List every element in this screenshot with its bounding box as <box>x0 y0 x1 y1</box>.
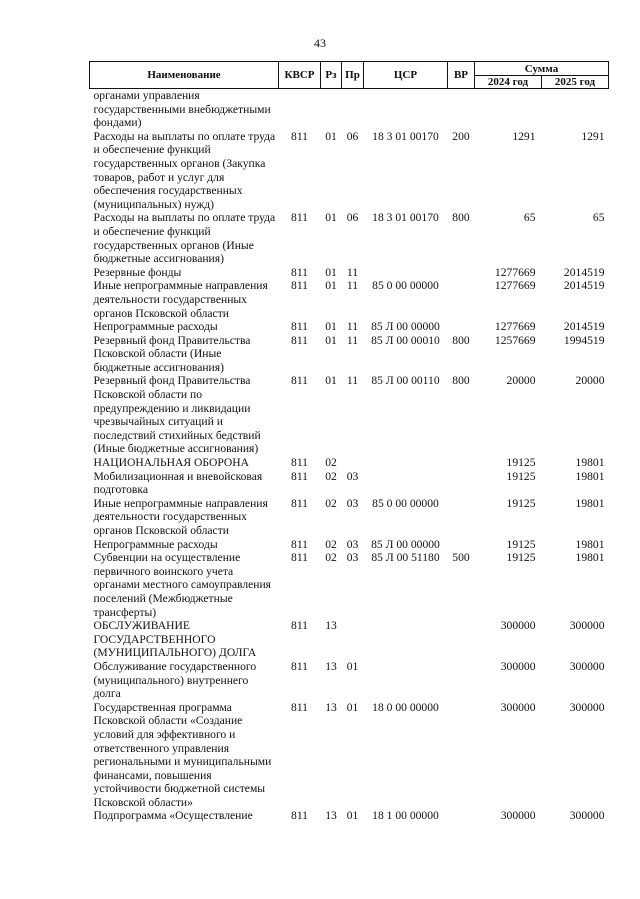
row-name: Расходы на выплаты по оплате труда и обеспечение функций государственных органов (Закупка товаров, работ и услуг для обеспечения государственных (муниципальных) нужд) <box>93 129 276 211</box>
row-name: Государственная программа Псковской области «Создание условий для эффективного и ответственного управления региональными и муниципальными финансами, повышения устойчивости бюджетной системы Псковской области» <box>93 700 272 809</box>
row-sum-2025: 20000 <box>575 374 605 388</box>
row-sum-2024: 65 <box>523 211 536 225</box>
row-kvsr: 811 <box>291 320 308 334</box>
row-sum-2024: 300000 <box>500 619 536 633</box>
row-kvsr: 811 <box>291 333 308 347</box>
row-rz: 01 <box>325 279 337 293</box>
row-vr <box>448 701 475 810</box>
row-pr: 11 <box>346 333 359 347</box>
row-name: Обслуживание государственного (муниципального) внутреннего долга <box>93 659 257 701</box>
row-rz: 13 <box>325 809 337 823</box>
table-row <box>90 551 609 619</box>
row-name: Резервный фонд Правительства Псковской области по предупреждению и ликвидации чрезвычайных ситуаций и последствий стихийных бедствий (Иные бюджетные ассигнования) <box>93 374 261 456</box>
row-kvsr: 811 <box>291 374 308 388</box>
row-pr <box>342 619 364 660</box>
row-sum-2024: 1257669 <box>494 333 536 347</box>
row-pr: 11 <box>346 265 359 279</box>
row-vr: 800 <box>452 333 470 347</box>
row-sum-2025: 19801 <box>575 551 605 565</box>
row-vr <box>448 456 475 470</box>
table-row <box>90 320 609 334</box>
row-pr: 11 <box>346 279 359 293</box>
row-name: Расходы на выплаты по оплате труда и обеспечение функций государственных органов (Иные бюджетные ассигнования) <box>93 211 276 266</box>
row-pr <box>342 456 364 470</box>
table-row <box>90 211 609 265</box>
row-name: Резервные фонды <box>93 265 182 279</box>
row-pr: 03 <box>346 469 359 483</box>
row-vr <box>448 538 475 552</box>
row-kvsr: 811 <box>291 496 308 510</box>
row-pr: 06 <box>346 129 359 143</box>
row-sum-2024: 1277669 <box>494 265 536 279</box>
table-row <box>90 660 609 701</box>
row-sum-2025: 2014519 <box>563 279 605 293</box>
table-row <box>90 130 609 212</box>
row-vr <box>448 470 475 497</box>
row-rz: 01 <box>325 333 337 347</box>
row-name: Иные непрограммные направления деятельности государственных органов Псковской области <box>93 496 268 537</box>
row-pr: 03 <box>346 551 359 565</box>
row-pr: 11 <box>346 374 359 388</box>
row-rz: 01 <box>325 320 337 334</box>
table-row <box>90 279 609 320</box>
row-csr: 85 Л 00 00000 <box>371 537 440 551</box>
row-vr <box>448 89 475 130</box>
row-pr: 01 <box>346 659 359 673</box>
row-pr: 03 <box>346 496 359 510</box>
row-sum-2024: 19125 <box>506 551 536 565</box>
row-sum-2024: 300000 <box>500 809 536 823</box>
row-sum-2024: 19125 <box>506 496 536 510</box>
row-csr <box>364 470 448 497</box>
row-csr: 18 0 00 00000 <box>372 700 439 714</box>
row-sum-2024: 300000 <box>500 700 536 714</box>
row-kvsr: 811 <box>291 551 308 565</box>
header-sum: Сумма <box>475 62 609 76</box>
table-row <box>90 619 609 660</box>
row-sum-2025: 300000 <box>569 809 605 823</box>
header-kvsr: КВСР <box>279 62 321 89</box>
row-sum-2025 <box>542 89 609 130</box>
row-vr <box>448 660 475 701</box>
row-sum-2025: 300000 <box>569 619 605 633</box>
table-row <box>90 701 609 810</box>
row-sum-2024: 300000 <box>500 659 536 673</box>
header-rz: Рз <box>321 62 342 89</box>
row-name: Резервный фонд Правительства Псковской области (Иные бюджетные ассигнования) <box>93 333 251 374</box>
row-vr <box>448 266 475 280</box>
row-rz: 01 <box>325 211 337 225</box>
row-sum-2025: 2014519 <box>563 320 605 334</box>
table-row <box>90 266 609 280</box>
row-name: Подпрограмма «Осуществление <box>93 809 253 823</box>
row-kvsr: 811 <box>291 659 308 673</box>
row-vr <box>448 279 475 320</box>
row-sum-2025: 300000 <box>569 659 605 673</box>
row-rz: 13 <box>325 619 337 633</box>
row-rz: 02 <box>325 469 337 483</box>
row-rz: 02 <box>325 456 337 470</box>
row-sum-2025: 19801 <box>575 496 605 510</box>
row-rz: 01 <box>325 129 337 143</box>
row-csr: 18 3 01 00170 <box>372 211 439 225</box>
table-body <box>90 89 609 824</box>
row-sum-2025: 300000 <box>569 700 605 714</box>
row-csr: 85 Л 00 51180 <box>371 551 440 565</box>
row-rz: 13 <box>325 659 337 673</box>
table-header <box>90 62 609 89</box>
table-row <box>90 89 609 130</box>
table-row <box>90 497 609 538</box>
row-name: Мобилизационная и вневойсковая подготовка <box>93 469 263 497</box>
row-rz: 02 <box>325 496 337 510</box>
row-vr <box>448 619 475 660</box>
row-sum-2024: 1291 <box>512 129 536 143</box>
table-row <box>90 374 609 456</box>
row-csr <box>364 619 448 660</box>
row-sum-2025: 19801 <box>575 469 605 483</box>
table-row <box>90 538 609 552</box>
row-csr <box>364 266 448 280</box>
row-name: НАЦИОНАЛЬНАЯ ОБОРОНА <box>93 456 250 470</box>
row-vr <box>448 497 475 538</box>
row-csr: 18 1 00 00000 <box>372 809 439 823</box>
row-sum-2025: 19801 <box>575 456 605 470</box>
row-name: Иные непрограммные направления деятельности государственных органов Псковской области <box>93 279 268 320</box>
row-kvsr: 811 <box>291 211 308 225</box>
row-csr: 18 3 01 00170 <box>372 129 439 143</box>
row-kvsr: 811 <box>291 619 308 633</box>
row-name: Непрограммные расходы <box>93 320 218 334</box>
row-sum-2024 <box>475 89 542 130</box>
row-rz: 01 <box>325 374 337 388</box>
row-pr <box>342 89 364 130</box>
row-sum-2025: 1291 <box>581 129 605 143</box>
row-kvsr: 811 <box>291 809 308 823</box>
row-vr <box>448 809 475 823</box>
row-vr: 500 <box>452 551 470 565</box>
row-sum-2025: 65 <box>592 211 605 225</box>
row-vr <box>448 320 475 334</box>
row-sum-2024: 19125 <box>506 469 536 483</box>
row-pr: 01 <box>346 809 359 823</box>
row-name: органами управления государственными внебюджетными фондами) <box>93 89 271 130</box>
row-kvsr: 811 <box>291 129 308 143</box>
row-kvsr <box>279 89 321 130</box>
row-kvsr: 811 <box>291 265 308 279</box>
table-row <box>90 809 609 823</box>
row-csr <box>364 89 448 130</box>
row-sum-2025: 19801 <box>575 537 605 551</box>
row-csr <box>364 456 448 470</box>
row-rz <box>321 89 342 130</box>
row-kvsr: 811 <box>291 537 308 551</box>
row-kvsr: 811 <box>291 700 308 714</box>
row-pr: 01 <box>346 700 359 714</box>
row-name: Непрограммные расходы <box>93 537 218 551</box>
row-csr: 85 0 00 00000 <box>372 279 439 293</box>
row-pr: 06 <box>346 211 359 225</box>
row-kvsr: 811 <box>291 279 308 293</box>
header-csr: ЦСР <box>364 62 448 89</box>
row-kvsr: 811 <box>291 456 308 470</box>
row-rz: 02 <box>325 537 337 551</box>
row-sum-2024: 1277669 <box>494 320 536 334</box>
budget-table <box>89 61 609 823</box>
table-row <box>90 470 609 497</box>
row-rz: 01 <box>325 265 337 279</box>
row-csr: 85 0 00 00000 <box>372 496 439 510</box>
row-sum-2024: 19125 <box>506 456 536 470</box>
row-sum-2024: 1277669 <box>494 279 536 293</box>
header-name: Наименование <box>90 62 279 89</box>
header-pr: Пр <box>342 62 364 89</box>
row-pr: 03 <box>346 537 359 551</box>
row-rz: 02 <box>325 551 337 565</box>
row-csr: 85 Л 00 00010 <box>371 333 440 347</box>
row-sum-2024: 20000 <box>506 374 536 388</box>
page-number: 43 <box>314 36 326 50</box>
header-vr: ВР <box>448 62 475 89</box>
row-rz: 13 <box>325 700 337 714</box>
table-row <box>90 456 609 470</box>
row-csr: 85 Л 00 00000 <box>371 320 440 334</box>
row-vr: 800 <box>452 211 470 225</box>
row-sum-2025: 2014519 <box>563 265 605 279</box>
row-sum-2025: 1994519 <box>563 333 605 347</box>
row-kvsr: 811 <box>291 469 308 483</box>
row-csr <box>364 660 448 701</box>
row-sum-2024: 19125 <box>506 537 536 551</box>
row-name: Субвенции на осуществление первичного воинского учета органами местного самоуправления поселений (Межбюджетные трансферты) <box>93 551 271 619</box>
header-2025: 2025 год <box>542 76 609 89</box>
row-name: ОБСЛУЖИВАНИЕ ГОСУДАРСТВЕННОГО (МУНИЦИПАЛЬНОГО) ДОЛГА <box>93 619 257 660</box>
row-vr: 200 <box>452 129 470 143</box>
table-row <box>90 334 609 375</box>
row-vr: 800 <box>452 374 470 388</box>
row-csr: 85 Л 00 00110 <box>371 374 440 388</box>
row-pr: 11 <box>346 320 359 334</box>
header-2024: 2024 год <box>475 76 542 89</box>
